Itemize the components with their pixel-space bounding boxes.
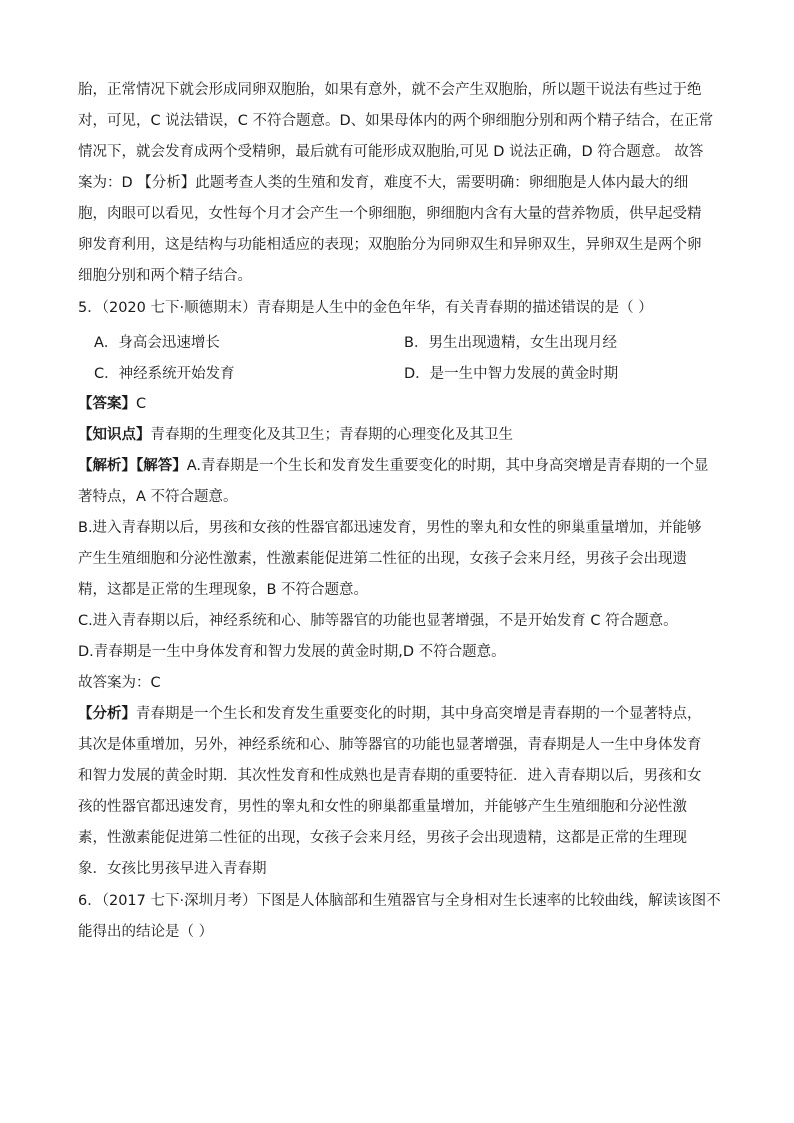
text-line: 孩的性器官都迅速发育，男性的睾丸和女性的卵巢都重量增加，并能够产生生殖细胞和分泌性激 [78, 799, 687, 815]
answer-value: C [136, 396, 147, 412]
previous-answer-continuation [78, 75, 718, 292]
text-line: 能得出的结论是（ ） [78, 924, 214, 940]
option-d: D．是一生中智力发展的黄金时期 [404, 366, 619, 382]
text-line: 著特点，A 不符合题意。 [78, 489, 238, 505]
text-line: 卵发育利用，这是结构与功能相适应的表现；双胞胎分为同卵双生和异卵双生，异卵双生是两个卵 [78, 237, 702, 253]
text-line: 其次是体重增加，另外，神经系统和心、肺等器官的功能也显著增强，青春期是人一生中身体发育 [78, 737, 702, 753]
analysis-line [78, 451, 718, 482]
text-line: C.进入青春期以后，神经系统和心、肺等器官的功能也显著增强，不是开始发育 C 符合题意。 [78, 613, 678, 629]
option-b: B．男生出现遗精，女生出现月经 [404, 335, 617, 351]
text-line: D.青春期是一生中身体发育和智力发展的黄金时期,D 不符合题意。 [78, 644, 506, 660]
text-line: 青春期是一个生长和发育发生重要变化的时期，其中身高突增是青春期的一个显著特点， [136, 706, 702, 722]
knowledge-point-line [78, 420, 718, 451]
option-c: C．神经系统开始发育 [94, 366, 235, 382]
answer-line [78, 389, 718, 420]
option-a: A．身高会迅速增长 [94, 335, 220, 351]
answer-tag: 【答案】 [78, 396, 136, 412]
analysis-tag: 【解析】【解答】 [78, 458, 187, 474]
fenxi-tag: 【分析】 [78, 706, 136, 722]
answer-section [78, 389, 718, 885]
text-line: 产生生殖细胞和分泌性激素，性激素能促进第二性征的出现，女孩子会来月经，男孩子会出现遗 [78, 551, 687, 567]
text-line: 胎，正常情况下就会形成同卵双胞胎，如果有意外，就不会产生双胞胎，所以题干说法有些过于绝 [78, 82, 702, 98]
question-stem: 5．（2020 七下·顺德期末）青春期是人生中的金色年华，有关青春期的描述错误的是（ ） [78, 300, 653, 316]
text-line: 和智力发展的黄金时期．其次性发育和性成熟也是青春期的重要特征．进入青春期以后，男孩和女 [78, 768, 702, 784]
question-5-stem [78, 293, 718, 324]
question-6-stem [78, 886, 721, 948]
text-line: A.青春期是一个生长和发育发生重要变化的时期，其中身高突增是青春期的一个显 [186, 458, 709, 474]
text-line: 情况下，就会发育成两个受精卵，最后就有可能形成双胞胎,可见 D 说法正确，D 符合题意。 故答 [78, 144, 704, 160]
text-line: 故答案为：C [78, 675, 161, 691]
text-line: 对，可见，C 说法错误，C 不符合题意。D、如果母体内的两个卵细胞分别和两个精子结合，在正常 [78, 113, 714, 129]
text-line: 案为：D 【分析】此题考查人类的生殖和发育，难度不大，需要明确：卵细胞是人体内最大的细 [78, 175, 689, 191]
text-line: 6．（2017 七下·深圳月考）下图是人体脑部和生殖器官与全身相对生长速率的比较曲线，解读该图不 [78, 893, 721, 909]
fenxi-line [78, 699, 718, 730]
knowledge-point-tag: 【知识点】 [78, 427, 151, 443]
text-line: 精，这都是正常的生理现象，B 不符合题意。 [78, 582, 369, 598]
text-line: 素，性激素能促进第二性征的出现，女孩子会来月经，男孩子会出现遗精，这都是正常的生理现 [78, 830, 687, 846]
text-line: 象．女孩比男孩早进入青春期 [78, 861, 267, 877]
knowledge-point-value: 青春期的生理变化及其卫生；青春期的心理变化及其卫生 [150, 427, 513, 443]
text-line: 胞，肉眼可以看见，女性每个月才会产生一个卵细胞，卵细胞内含有大量的营养物质，供早起受精 [78, 206, 702, 222]
text-line: B.进入青春期以后，男孩和女孩的性器官都迅速发育，男性的睾丸和女性的卵巢重量增加，并能够 [78, 520, 702, 536]
text-line: 细胞分别和两个精子结合。 [78, 268, 252, 284]
